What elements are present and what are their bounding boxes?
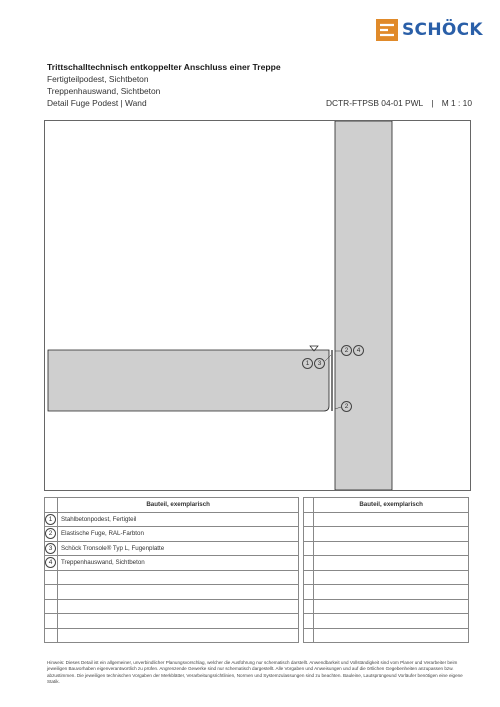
detail-line-1: Fertigteilpodest, Sichtbeton bbox=[47, 74, 149, 84]
disclaimer-note: Hinweis: Dieses Detail ist ein allgemeiner, unverbindlicher Planungsvorschlag, welcher die Ausführung nur schematisch darstellt. Anwendbarkeit und Vollständigkeit sind vom Planer und Verarbeiter beim jeweiligen Bauvorhaben eigenverantwortlich zu prüfen. Angrenzende Gewerke sind nur schematisch dargestellt. Alle Vorgaben und Anweisungen und auf die örtlichen Gegebenheiten anzupassen bzw. abzustimmen. Die jeweiligen technischen Vorgaben der Merkblätter, Verarbeitungsrichtlinien, Normen und Systemzulassungen sind zu beachten. Bauleine, Lautsprüngeund Vorläufer benötigen eine eigene Statik. bbox=[47, 660, 463, 685]
callout-top-right bbox=[341, 345, 365, 356]
callout-top-left bbox=[302, 358, 326, 369]
callout-num: 4 bbox=[353, 345, 364, 356]
row-num: 2 bbox=[45, 528, 56, 539]
row-text: Schöck Tronsole® Typ L, Fugenplatte bbox=[58, 541, 299, 556]
section-drawing bbox=[45, 121, 470, 490]
row-num: 1 bbox=[45, 514, 56, 525]
table-row bbox=[45, 527, 469, 542]
table-row-empty bbox=[45, 570, 469, 585]
detail-title: Trittschalltechnisch entkoppelter Anschluss einer Treppe bbox=[47, 62, 281, 72]
callout-num: 1 bbox=[302, 358, 313, 369]
brand-name: SCHÖCK bbox=[402, 20, 483, 40]
table-header-right: Bauteil, exemplarisch bbox=[314, 498, 469, 513]
table-row-empty bbox=[45, 628, 469, 643]
table-row-empty bbox=[45, 599, 469, 614]
detail-line-2: Treppenhauswand, Sichtbeton bbox=[47, 86, 161, 96]
table-header-left: Bauteil, exemplarisch bbox=[58, 498, 299, 513]
detail-meta: DCTR-FTPSB 04-01 PWL | M 1 : 10 bbox=[325, 98, 472, 108]
row-num: 4 bbox=[45, 557, 56, 568]
drawing-frame bbox=[44, 120, 471, 491]
wall-section bbox=[335, 121, 392, 490]
table-header-row bbox=[45, 498, 469, 513]
drawing-scale: M 1 : 10 bbox=[441, 98, 472, 108]
brand-mark-icon bbox=[376, 19, 398, 41]
table-row bbox=[45, 512, 469, 527]
detail-line-3: Detail Fuge Podest | Wand bbox=[47, 98, 147, 108]
landing-slab bbox=[48, 350, 329, 411]
callout-num: 3 bbox=[314, 358, 325, 369]
callout-num: 2 bbox=[341, 401, 352, 412]
parts-table bbox=[44, 497, 469, 643]
table-row-empty bbox=[45, 585, 469, 600]
drawing-code: DCTR-FTPSB 04-01 PWL bbox=[325, 98, 423, 108]
brand-logo bbox=[376, 18, 483, 42]
callout-num: 2 bbox=[341, 345, 352, 356]
callout-bottom bbox=[341, 401, 353, 412]
row-text: Elastische Fuge, RAL-Farbton bbox=[58, 527, 299, 542]
row-text: Treppenhauswand, Sichtbeton bbox=[58, 556, 299, 571]
row-text: Stahlbetonpodest, Fertigteil bbox=[58, 512, 299, 527]
table-row-empty bbox=[45, 614, 469, 629]
table-row bbox=[45, 541, 469, 556]
row-num: 3 bbox=[45, 543, 56, 554]
table-row bbox=[45, 556, 469, 571]
